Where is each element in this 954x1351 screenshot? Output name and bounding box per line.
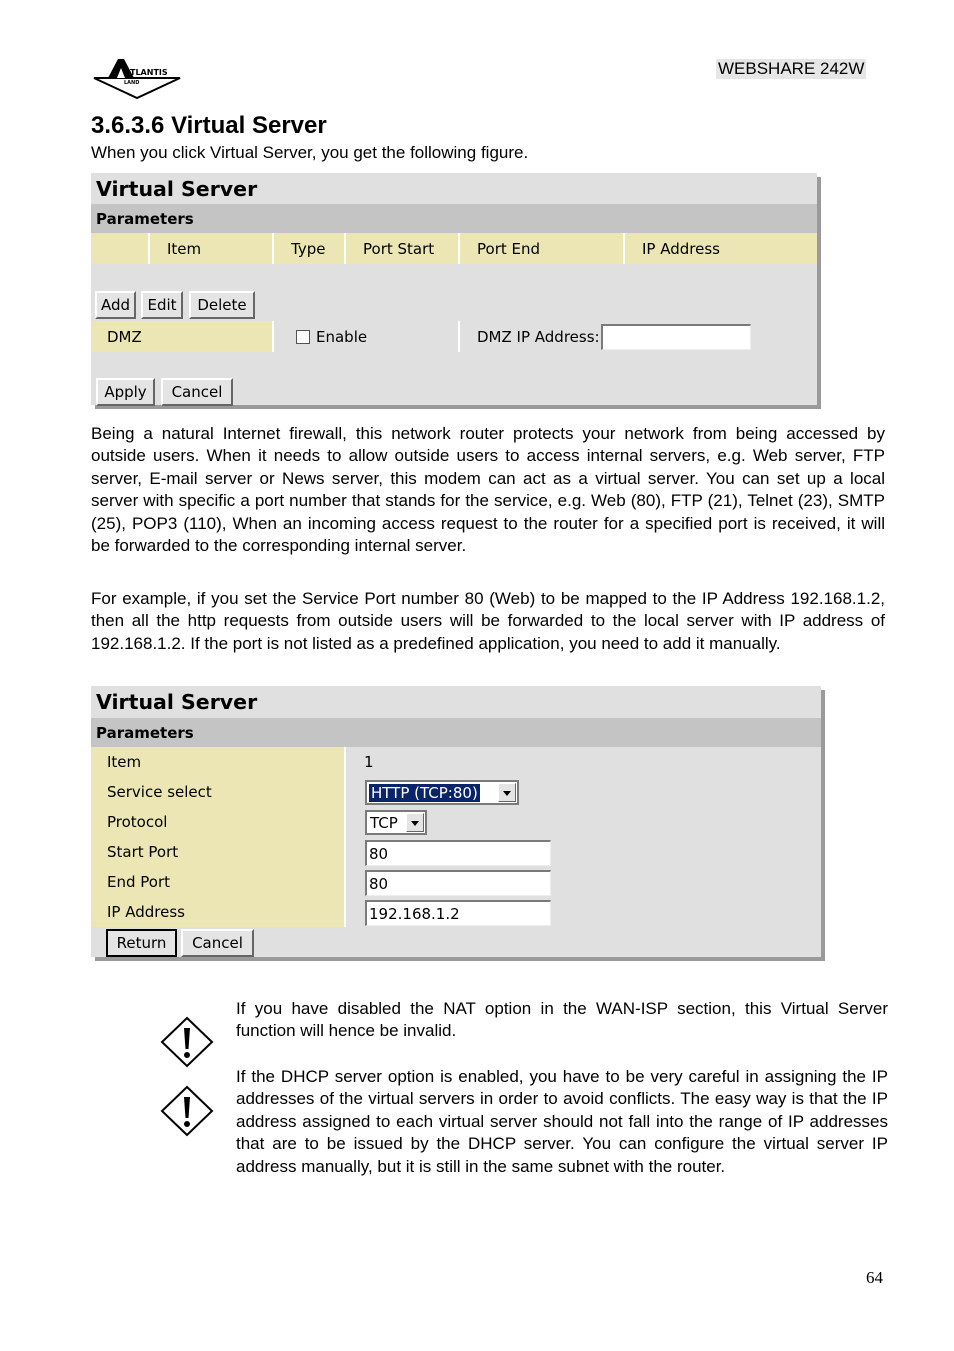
apply-button[interactable]: Apply: [96, 378, 155, 406]
protocol-label: Protocol: [91, 807, 346, 837]
svg-text:TLANTIS: TLANTIS: [130, 68, 168, 77]
warning-icon: [160, 1016, 214, 1068]
column-type: Type: [274, 233, 346, 264]
protocol-row: [91, 807, 821, 837]
add-button[interactable]: Add: [95, 291, 136, 319]
end-port-label: End Port: [91, 867, 346, 897]
atlantis-logo: [88, 56, 186, 100]
chevron-down-icon[interactable]: [498, 783, 516, 802]
chevron-down-icon[interactable]: [406, 813, 424, 832]
product-name: WEBSHARE 242W: [718, 59, 865, 78]
svg-text:LAND: LAND: [124, 80, 140, 86]
ip-label: IP Address: [91, 897, 346, 927]
page-number: 64: [866, 1268, 883, 1287]
dmz-enable[interactable]: [274, 321, 460, 352]
body-paragraph-2: For example, if you set the Service Port number 80 (Web) to be mapped to the IP Address 192.168.1.2, then all the http requests from outside users will be forwarded to the local server with IP address of 192.168.1.2. If the port is not listed as a predefined application, you need to add it manually.: [91, 589, 885, 653]
edit-button[interactable]: Edit: [141, 291, 183, 319]
column-item: Item: [150, 233, 274, 264]
column-port-start: Port Start: [346, 233, 460, 264]
dmz-label: DMZ: [91, 321, 274, 352]
panel-title: Virtual Server: [96, 176, 258, 201]
column-ip-address: IP Address: [642, 239, 720, 258]
ip-address-input[interactable]: 192.168.1.2: [365, 900, 551, 926]
panel-title-2: Virtual Server: [96, 690, 258, 714]
section-intro: When you click Virtual Server, you get the following figure.: [91, 143, 529, 162]
delete-button[interactable]: Delete: [189, 291, 255, 319]
virtual-server-panel: [91, 173, 817, 405]
item-value: 1: [364, 753, 374, 771]
note-dhcp: If the DHCP server option is enabled, you have to be very careful in assigning the IP addresses of the virtual servers in order to avoid conflicts. The easy way is that the IP address assigned to each virtual server should not fall into the range of IP addresses that are to be issued by the DHCP server. You can configure the virtual server IP address manually, but it is still in the same subnet with the router.: [236, 1067, 888, 1176]
item-label: Item: [91, 747, 346, 777]
dmz-ip-label: DMZ IP Address:: [477, 327, 600, 346]
protocol-select-value: TCP: [370, 813, 398, 832]
service-select[interactable]: [365, 780, 519, 805]
section-title: 3.6.3.6 Virtual Server: [91, 112, 327, 139]
table-header-row: [91, 233, 817, 264]
dmz-enable-checkbox[interactable]: [296, 330, 310, 344]
dmz-ip-input[interactable]: [601, 324, 751, 350]
start-port-input[interactable]: 80: [365, 840, 551, 866]
parameters-header: Parameters: [91, 204, 817, 233]
column-port-end: Port End: [460, 233, 625, 264]
virtual-server-edit-panel: [91, 686, 821, 957]
dmz-enable-label: Enable: [316, 327, 368, 346]
item-row: [91, 747, 821, 777]
service-select-value: HTTP (TCP:80): [371, 783, 478, 802]
body-paragraph-1: Being a natural Internet firewall, this network router protects your network from being accessed by outside users. When it needs to allow outside users to access internal servers, e.g. Web server, FTP server, E-mail server or News server, this modem can act as a virtual server. You can set up a local server with specific a port number that stands for the service, e.g. Web (80), FTP (21), Telnet (23), SMTP (25), POP3 (110), When an incoming access request to the router for a specified port is received, it will be forwarded to the corresponding internal server.: [91, 424, 885, 556]
parameters-header-2: Parameters: [91, 718, 821, 747]
service-label: Service select: [91, 777, 346, 807]
start-port-label: Start Port: [91, 837, 346, 867]
cancel-button[interactable]: Cancel: [161, 378, 233, 406]
end-port-input[interactable]: 80: [365, 870, 551, 896]
return-button[interactable]: Return: [106, 929, 177, 957]
note-nat: If you have disabled the NAT option in the WAN-ISP section, this Virtual Server function will hence be invalid.: [236, 999, 888, 1041]
protocol-select[interactable]: [365, 810, 427, 835]
cancel-button-2[interactable]: Cancel: [181, 929, 254, 957]
warning-icon: [160, 1085, 214, 1137]
